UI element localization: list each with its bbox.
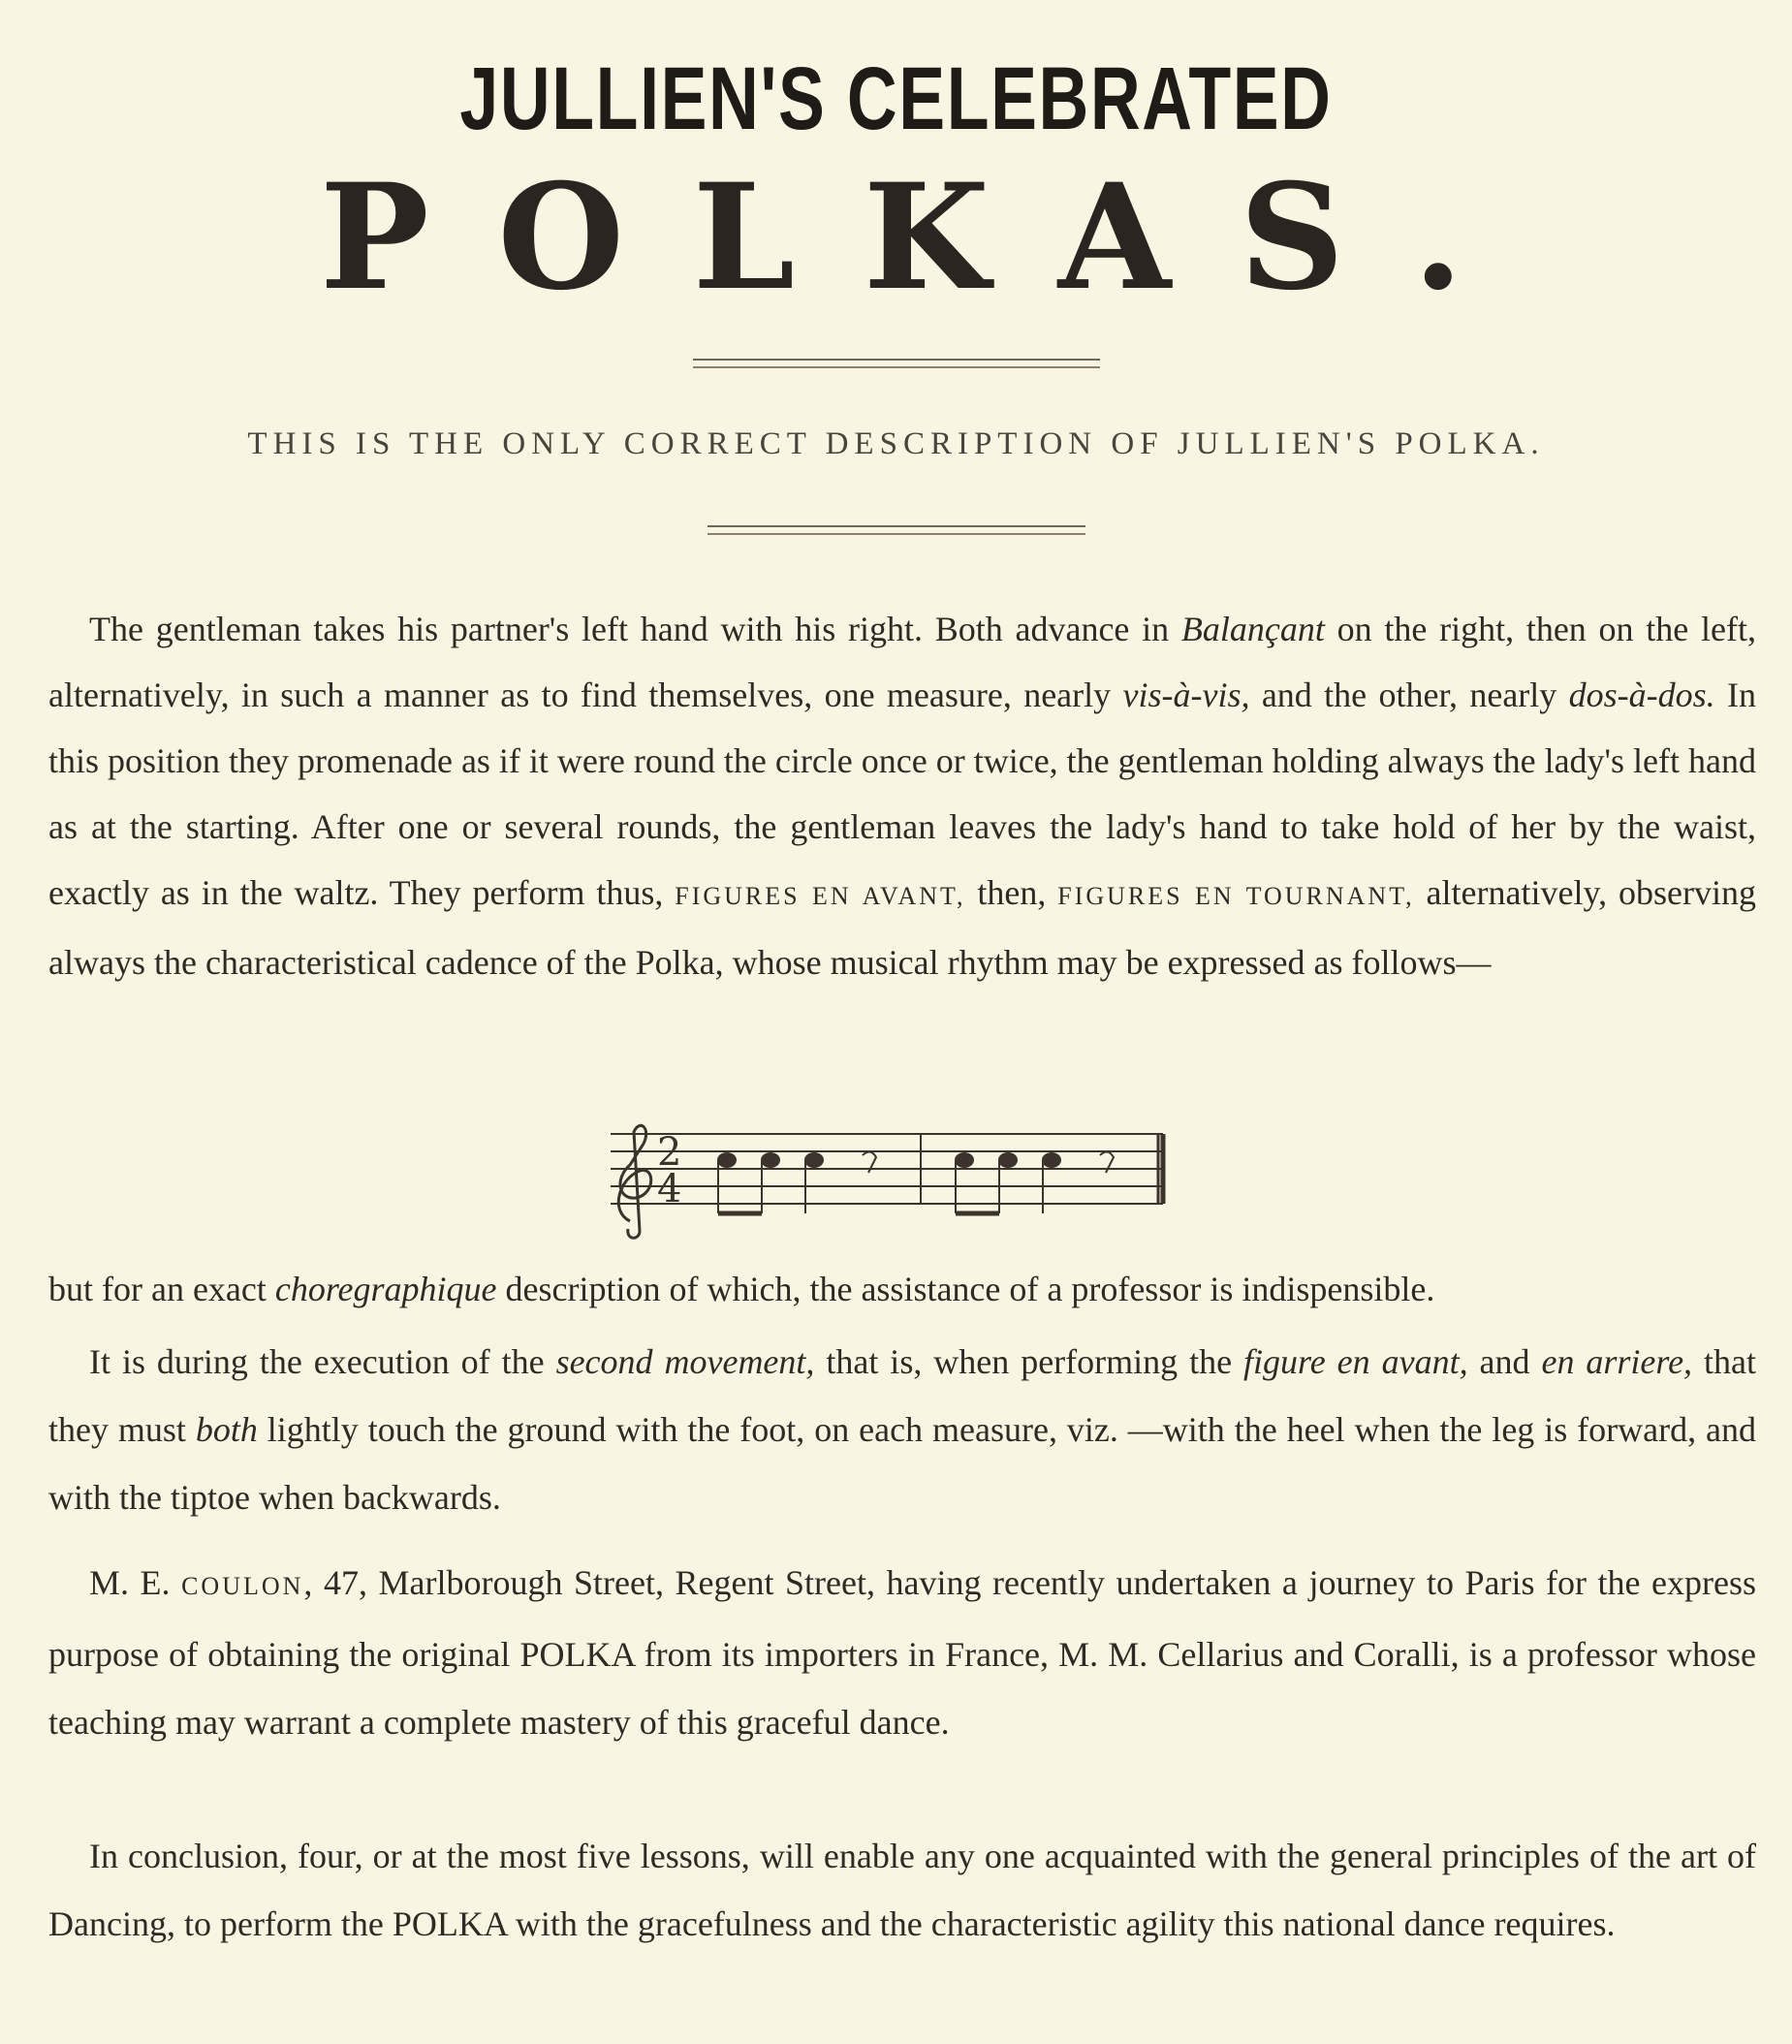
- text-run: alternatively, observing always the characteristical cadence of the Polka, whose musical rhythm may be expressed as follows—: [48, 873, 1757, 982]
- title-letter: S: [1239, 152, 1345, 323]
- title-letter: K: [863, 152, 990, 323]
- text-run: M. E.: [89, 1563, 182, 1602]
- note: [1043, 1153, 1060, 1167]
- text-run: description of which, the assistance of a professor is indispensible.: [496, 1270, 1435, 1308]
- smallcaps-run: COULON: [181, 1572, 304, 1600]
- text-run: and the other, nearly: [1249, 676, 1569, 714]
- italic-run: both: [195, 1410, 258, 1449]
- text-run: that they must: [48, 1342, 1756, 1449]
- title-letter: .: [1412, 152, 1463, 323]
- paragraph-conclusion: [48, 1822, 1756, 1958]
- title-line-2: [320, 152, 1463, 323]
- title-line-1: JULLIEN'S CELEBRATED: [459, 49, 1333, 148]
- italic-run: Balançant: [1180, 610, 1325, 648]
- divider-rule: [693, 359, 1100, 368]
- paragraph-after-music: [48, 1255, 1756, 1323]
- text-run: , 47, Marlborough Street, Regent Street, having recently undertaken a journey to Paris for the express purpose of obtaining the original POLKA from its importers in France, M. M. Cellarius and Coralli, is a professor whose teaching may warrant a complete mastery of this graceful dance.: [48, 1563, 1757, 1742]
- italic-run: en arriere,: [1541, 1342, 1693, 1381]
- note: [956, 1153, 973, 1167]
- time-signature-top: 2: [657, 1130, 682, 1175]
- title-letter: P: [320, 152, 429, 323]
- paragraph-coulon: [48, 1549, 1756, 1756]
- italic-run: second movement,: [555, 1342, 815, 1381]
- subtitle: THIS IS THE ONLY CORRECT DESCRIPTION OF JULLIEN'S POLKA.: [247, 426, 1545, 461]
- note: [718, 1153, 736, 1167]
- italic-run: vis-à-vis,: [1122, 676, 1250, 714]
- italic-run: dos-à-dos.: [1568, 676, 1715, 714]
- text-run: that is, when performing the: [814, 1342, 1244, 1381]
- paragraph-second-movement: [48, 1328, 1756, 1531]
- divider-rule: [707, 525, 1085, 535]
- text-run: and: [1467, 1342, 1542, 1381]
- text-run: then,: [965, 873, 1058, 912]
- text-run: on the right, then on the left, alternatively, in such a manner as to find themselves, one measure, nearly: [48, 610, 1756, 714]
- text-run: but for an exact: [48, 1270, 275, 1308]
- note: [999, 1153, 1017, 1167]
- smallcaps-run: FIGURES EN AVANT,: [675, 882, 966, 910]
- paragraph-description: [48, 596, 1756, 995]
- time-signature-bottom: 4: [657, 1167, 682, 1211]
- italic-run: figure en avant,: [1243, 1342, 1468, 1381]
- text-run: lightly touch the ground with the foot, on each measure, viz. —with the heel when the leg is forward, and with the tiptoe when backwards.: [48, 1410, 1757, 1517]
- text-run: In conclusion, four, or at the most five lessons, will enable any one acquainted with the general principles of the art of Dancing, to perform the POLKA with the gracefulness and the characteristic agility this national dance requires.: [48, 1837, 1756, 1943]
- text-run: The gentleman takes his partner's left hand with his right. Both advance in: [89, 610, 1181, 648]
- text-run: In this position they promenade as if it were round the circle once or twice, the gentleman holding always the lady's left hand as at the starting. After one or several rounds, the gentleman leaves the lady's hand to take hold of her by the waist, exactly as in the waltz. They perform thus,: [48, 676, 1756, 912]
- smallcaps-run: FIGURES EN TOURNANT,: [1057, 882, 1415, 910]
- title-letter: O: [497, 152, 625, 323]
- title-letter: A: [1057, 152, 1172, 323]
- italic-run: choregraphique: [274, 1270, 497, 1308]
- text-run: It is during the execution of the: [89, 1342, 556, 1381]
- title-letter: L: [692, 152, 796, 323]
- music-notation: [601, 1105, 1182, 1241]
- note: [805, 1153, 823, 1167]
- note: [762, 1153, 779, 1167]
